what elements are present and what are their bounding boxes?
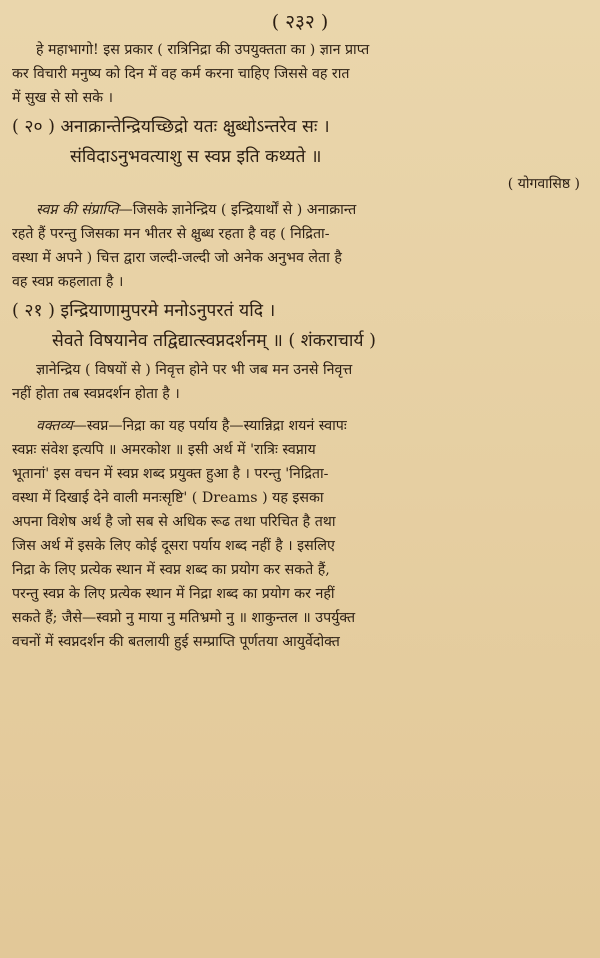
text-line: रहते हैं परन्तु जिसका मन भीतर से क्षुब्ध रहता है वह ( निद्रिता- bbox=[12, 226, 330, 242]
text-line: ज्ञानेन्द्रिय ( विषयों से ) निवृत्त होने पर भी जब मन उनसे निवृत्त bbox=[36, 362, 353, 378]
intro-paragraph bbox=[12, 38, 588, 110]
text-line: वस्था में अपने ) चित्त द्वारा जल्दी-जल्दी जो अनेक अनुभव लेता है bbox=[12, 250, 342, 266]
verse-line: सेवते विषयानेव तद्विद्यात्स्वप्नदर्शनम् ॥ ( शंकराचार्य ) bbox=[52, 331, 376, 351]
text-line: कर विचारी मनुष्य को दिन में वह कर्म करना चाहिए जिससे वह रात bbox=[12, 66, 350, 82]
text-span: —स्वप्न—निद्रा का यह पर्याय है—स्यान्निद्रा शयनं स्वापः bbox=[72, 418, 347, 434]
verse-line: ( २१ ) इन्द्रियाणामुपरमे मनोऽनुपरतं यदि । bbox=[12, 301, 276, 321]
text-line: वस्था में दिखाई देने वाली मनःसृष्टि' ( Dreams ) यह इसका bbox=[12, 490, 324, 506]
text-line: परन्तु स्वप्न के लिए प्रत्येक स्थान में निद्रा शब्द का प्रयोग कर नहीं bbox=[12, 586, 335, 602]
text-line: सकते हैं; जैसे—स्वप्नो नु माया नु मतिभ्रमो नु ॥ शाकुन्तल ॥ उपर्युक्त bbox=[12, 610, 356, 626]
text-line: अपना विशेष अर्थ है जो सब से अधिक रूढ तथा परिचित है तथा bbox=[12, 514, 336, 530]
verse-source: ( योगवासिष्ठ ) bbox=[507, 176, 580, 192]
samprapti-paragraph bbox=[12, 198, 588, 294]
verse-21 bbox=[12, 296, 588, 356]
text-line bbox=[12, 198, 588, 222]
verse-line: संविदाऽनुभवत्याशु स स्वप्न इति कथ्यते ॥ bbox=[70, 147, 322, 167]
verse-line: ( २० ) अनाक्रान्तेन्द्रियच्छिद्रो यतः क्षुब्धोऽन्तरेव सः । bbox=[12, 117, 330, 137]
text-line: वचनों में स्वप्नदर्शन की बतलायी हुई सम्प्राप्ति पूर्णतया आयुर्वेदोक्त bbox=[12, 634, 340, 650]
text-span: —जिसके ज्ञानेन्द्रिय ( इन्द्रियार्थों से ) अनाक्रान्त bbox=[118, 202, 357, 218]
text-line: हे महाभागो! इस प्रकार ( रात्रिनिद्रा की उपयुक्तता का ) ज्ञान प्राप्त bbox=[36, 42, 370, 58]
text-line: स्वप्नः संवेश इत्यपि ॥ अमरकोश ॥ इसी अर्थ में 'रात्रिः स्वप्नाय bbox=[12, 442, 316, 458]
term-heading: वक्तव्य bbox=[36, 418, 73, 434]
page-number: ( २३२ ) bbox=[271, 11, 329, 33]
text-line bbox=[12, 414, 588, 438]
text-line: जिस अर्थ में इसके लिए कोई दूसरा पर्याय शब्द नहीं है । इसलिए bbox=[12, 538, 335, 554]
term-heading: स्वप्न की संप्राप्ति bbox=[36, 202, 119, 218]
verse-20 bbox=[12, 112, 588, 196]
text-line: निद्रा के लिए प्रत्येक स्थान में स्वप्न शब्द का प्रयोग कर सकते हैं, bbox=[12, 562, 330, 578]
vaktavya-paragraph bbox=[12, 414, 588, 654]
text-line: भूतानां' इस वचन में स्वप्न शब्द प्रयुक्त हुआ है । परन्तु 'निद्रिता- bbox=[12, 466, 329, 482]
text-line: वह स्वप्न कहलाता है । bbox=[12, 274, 124, 290]
text-line: में सुख से सो सके । bbox=[12, 90, 113, 106]
jnanendriya-paragraph bbox=[12, 358, 588, 406]
text-line: नहीं होता तब स्वप्नदर्शन होता है । bbox=[12, 386, 180, 402]
